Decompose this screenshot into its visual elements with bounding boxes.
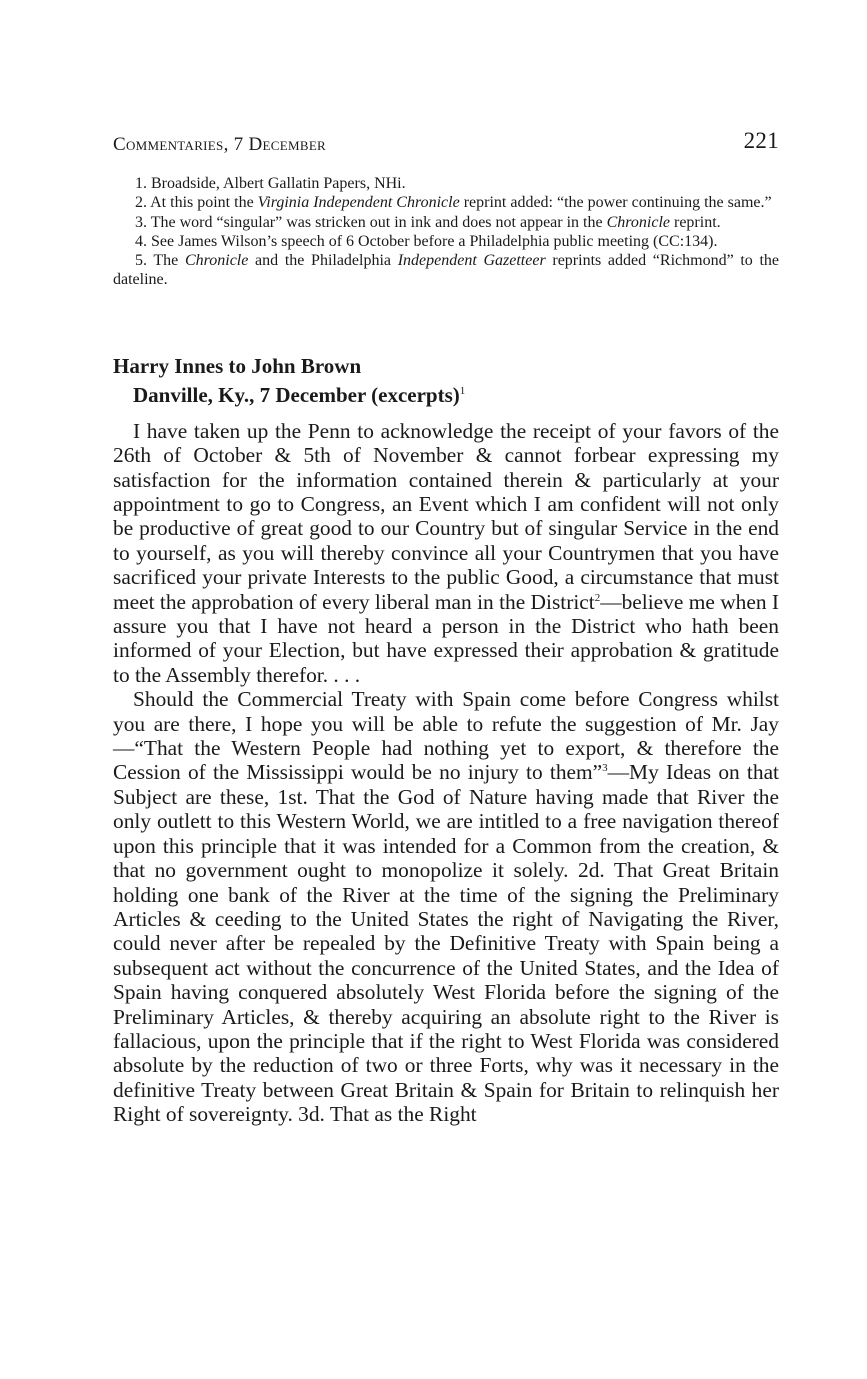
running-head-title: Commentaries, 7 December — [113, 134, 327, 155]
document-heading — [113, 354, 779, 408]
note-2-text-a: 2. At this point the — [135, 194, 258, 212]
note-2-text-b: reprint added: “the power continuing the same.” — [459, 194, 772, 212]
note-3-text-a: 3. The word “singular” was stricken out in ink and does not appear in the — [135, 213, 607, 231]
endnotes — [113, 174, 779, 290]
note-3-text-b: reprint. — [670, 213, 721, 231]
note-3 — [113, 213, 779, 232]
page-number: 221 — [743, 128, 779, 153]
note-1-text: 1. Broadside, Albert Gallatin Papers, NHi. — [135, 175, 406, 192]
paragraph-2-text-a: Should the Commercial Treaty with Spain come before Congress whilst you are there, I hope you will be able to refute the suggestion of Mr. Jay—“That the Western People had nothing yet to export, & therefore the Cession of the Mississippi would be no injury to them” — [113, 687, 779, 785]
note-2 — [113, 193, 779, 212]
note-5-italic-1: Chronicle — [184, 252, 249, 270]
paragraph-1-note-ref: 2 — [594, 591, 601, 604]
note-3-italic: Chronicle — [606, 213, 670, 231]
note-5-text-c: reprints added “Richmond” to the dateline. — [113, 252, 780, 289]
note-5-text-b: and the Philadelphia — [248, 252, 398, 270]
paragraph-1-text-b: —believe me when I assure you that I have not heard a person in the District who hath been informed of your Election, but have expressed their approbation & gratitude to the Assembly therefor. . . . — [113, 589, 779, 687]
letter-body — [113, 419, 779, 1127]
heading-line-1: Harry Innes to John Brown — [113, 353, 362, 378]
heading-line-2 — [113, 379, 779, 408]
heading-line-2-text: Danville, Ky., 7 December (excerpts) — [133, 382, 460, 407]
heading-note-ref: 1 — [459, 384, 466, 397]
paragraph-2-note-ref: 3 — [602, 762, 608, 775]
running-head — [113, 128, 779, 164]
note-4 — [113, 232, 779, 251]
note-1 — [113, 174, 779, 193]
paragraph-1-text-a: I have taken up the Penn to acknowledge the receipt of your favors of the 26th of October & 5th of November & cannot forbear expressing my satisfaction for the information contained therein & particularly at your appointment to go to Congress, an Event which I am confident will not only be productive of great good to our Country but of singular Service in the end to yourself, as you will thereby convince all your Countrymen that you have sacrificed your private Interests to the public Good, a circumstance that must meet the approbation of every liberal man in the District — [113, 418, 779, 614]
note-4-text: 4. See James Wilson’s speech of 6 October before a Philadelphia public meeting (CC:134). — [135, 232, 718, 250]
note-5-text-a: 5. The — [135, 252, 185, 270]
paragraph-1 — [113, 419, 779, 687]
paragraph-2 — [113, 687, 779, 1126]
note-5 — [113, 251, 779, 290]
note-5-italic-2: Independent Gazetteer — [397, 252, 546, 270]
document-page — [113, 128, 779, 1127]
note-2-italic: Virginia Independent Chronicle — [257, 194, 460, 212]
paragraph-2-text-b: —My Ideas on that Subject are these, 1st. That the God of Nature having made that River the only outlett to this Western World, we are intitled to a free navigation thereof upon this principle that it was intended for a Common from the creation, & that no government ought to monopolize it solely. 2d. That Great Britain holding one bank of the River at the time of the signing the Preliminary Articles & ceeding to the United States the right of Navigating the River, could never after be repealed by the Definitive Treaty with Spain being a subsequent act without the concurrence of the United States, and the Idea of Spain having conquered absolutely West Florida before the signing of the Preliminary Articles, & thereby acquiring an absolute right to the River is fallacious, upon the principle that if the right to West Florida was considered absolute by the reduction of two or three Forts, why was it necessary in the definitive Treaty between Great Britain & Spain for Britain to relinquish her Right of sovereignty. 3d. That as the Right — [113, 760, 780, 1127]
